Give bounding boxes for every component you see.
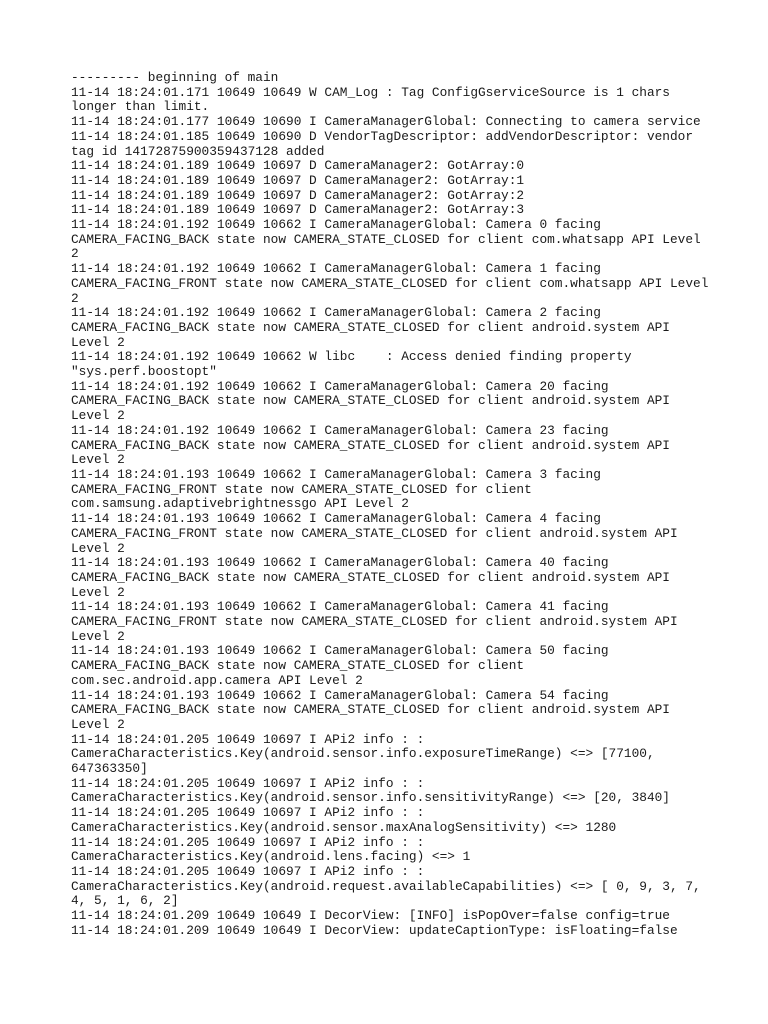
log-line: 11-14 18:24:01.192 10649 10662 W libc : Access denied finding property [71,349,632,365]
log-line: Level 2 [71,452,125,468]
log-line: Level 2 [71,716,125,732]
log-document [71,71,711,938]
log-line: --------- beginning of main [71,70,279,85]
log-line: 11-14 18:24:01.192 10649 10662 I CameraManagerGlobal: Camera 0 facing [71,217,601,233]
log-line: CAMERA_FACING_BACK state now CAMERA_STATE_CLOSED for client android.system API [71,437,670,453]
log-text-block [71,71,711,938]
log-line: CAMERA_FACING_BACK state now CAMERA_STATE_CLOSED for client android.system API [71,393,670,409]
log-line: 11-14 18:24:01.193 10649 10662 I CameraManagerGlobal: Camera 54 facing [71,687,609,703]
log-line: CAMERA_FACING_BACK state now CAMERA_STATE_CLOSED for client android.system API [71,702,670,718]
log-line: CameraCharacteristics.Key(android.sensor.info.exposureTimeRange) <=> [77100, [71,746,655,762]
log-line: 2 [71,246,79,262]
log-line: CAMERA_FACING_FRONT state now CAMERA_STATE_CLOSED for client android.system API [71,525,678,541]
log-line: CAMERA_FACING_BACK state now CAMERA_STATE_CLOSED for client android.system API [71,569,670,585]
log-line: CameraCharacteristics.Key(android.sensor.info.sensitivityRange) <=> [20, 3840] [71,790,670,806]
log-line: 11-14 18:24:01.189 10649 10697 D CameraManager2: GotArray:0 [71,158,525,174]
log-line: tag id 14172875900359437128 added [71,143,325,159]
log-line: 11-14 18:24:01.185 10649 10690 D VendorTagDescriptor: addVendorDescriptor: vendor [71,128,694,144]
log-line: 11-14 18:24:01.209 10649 10649 I DecorView: [INFO] isPopOver=false config=true [71,908,670,924]
log-line: 11-14 18:24:01.189 10649 10697 D CameraManager2: GotArray:1 [71,172,525,188]
log-line: 11-14 18:24:01.192 10649 10662 I CameraManagerGlobal: Camera 23 facing [71,422,609,438]
log-line: CAMERA_FACING_FRONT state now CAMERA_STATE_CLOSED for client android.system API [71,614,678,630]
log-line: CAMERA_FACING_FRONT state now CAMERA_STATE_CLOSED for client com.whatsapp API Level [71,275,709,291]
log-line: CameraCharacteristics.Key(android.sensor.maxAnalogSensitivity) <=> 1280 [71,819,617,835]
log-line: longer than limit. [71,99,210,115]
log-line: 2 [71,290,79,306]
log-line: com.sec.android.app.camera API Level 2 [71,672,363,688]
log-line: CameraCharacteristics.Key(android.lens.facing) <=> 1 [71,849,471,865]
log-line: 11-14 18:24:01.192 10649 10662 I CameraManagerGlobal: Camera 2 facing [71,305,601,321]
log-line: 11-14 18:24:01.205 10649 10697 I APi2 info : : [71,731,425,747]
log-line: Level 2 [71,408,125,424]
log-line: Level 2 [71,628,125,644]
log-line: 11-14 18:24:01.193 10649 10662 I CameraManagerGlobal: Camera 4 facing [71,511,601,527]
log-line: 11-14 18:24:01.205 10649 10697 I APi2 info : : [71,805,425,821]
log-line: 11-14 18:24:01.189 10649 10697 D CameraManager2: GotArray:3 [71,202,525,218]
log-line: 11-14 18:24:01.189 10649 10697 D CameraManager2: GotArray:2 [71,187,525,203]
log-line: 11-14 18:24:01.171 10649 10649 W CAM_Log : Tag ConfigGserviceSource is 1 chars [71,84,670,100]
log-line: "sys.perf.boostopt" [71,364,217,380]
log-line: 11-14 18:24:01.192 10649 10662 I CameraManagerGlobal: Camera 20 facing [71,378,609,394]
log-line: com.samsung.adaptivebrightnessgo API Level 2 [71,496,409,512]
log-line: 11-14 18:24:01.192 10649 10662 I CameraManagerGlobal: Camera 1 facing [71,261,601,277]
log-line: 11-14 18:24:01.193 10649 10662 I CameraManagerGlobal: Camera 3 facing [71,466,601,482]
log-line: Level 2 [71,584,125,600]
log-line: 11-14 18:24:01.177 10649 10690 I CameraManagerGlobal: Connecting to camera service [71,114,701,130]
log-line: 11-14 18:24:01.193 10649 10662 I CameraManagerGlobal: Camera 50 facing [71,643,609,659]
log-line: CAMERA_FACING_FRONT state now CAMERA_STATE_CLOSED for client [71,481,532,497]
log-line: 11-14 18:24:01.205 10649 10697 I APi2 info : : [71,863,425,879]
log-line: 11-14 18:24:01.193 10649 10662 I CameraManagerGlobal: Camera 41 facing [71,599,609,615]
log-line: 11-14 18:24:01.205 10649 10697 I APi2 info : : [71,775,425,791]
log-line: 647363350] [71,761,148,777]
log-line: 11-14 18:24:01.205 10649 10697 I APi2 info : : [71,834,425,850]
log-line: Level 2 [71,334,125,350]
log-line: CAMERA_FACING_BACK state now CAMERA_STATE_CLOSED for client [71,658,525,674]
log-line: CAMERA_FACING_BACK state now CAMERA_STATE_CLOSED for client com.whatsapp API Level [71,231,701,247]
log-line: CAMERA_FACING_BACK state now CAMERA_STATE_CLOSED for client android.system API [71,319,670,335]
log-line: Level 2 [71,540,125,556]
log-line: 4, 5, 1, 6, 2] [71,893,179,909]
log-line: 11-14 18:24:01.209 10649 10649 I DecorView: updateCaptionType: isFloating=false [71,922,678,938]
log-line: CameraCharacteristics.Key(android.request.availableCapabilities) <=> [ 0, 9, 3, 7, [71,878,701,894]
log-line: 11-14 18:24:01.193 10649 10662 I CameraManagerGlobal: Camera 40 facing [71,555,609,571]
